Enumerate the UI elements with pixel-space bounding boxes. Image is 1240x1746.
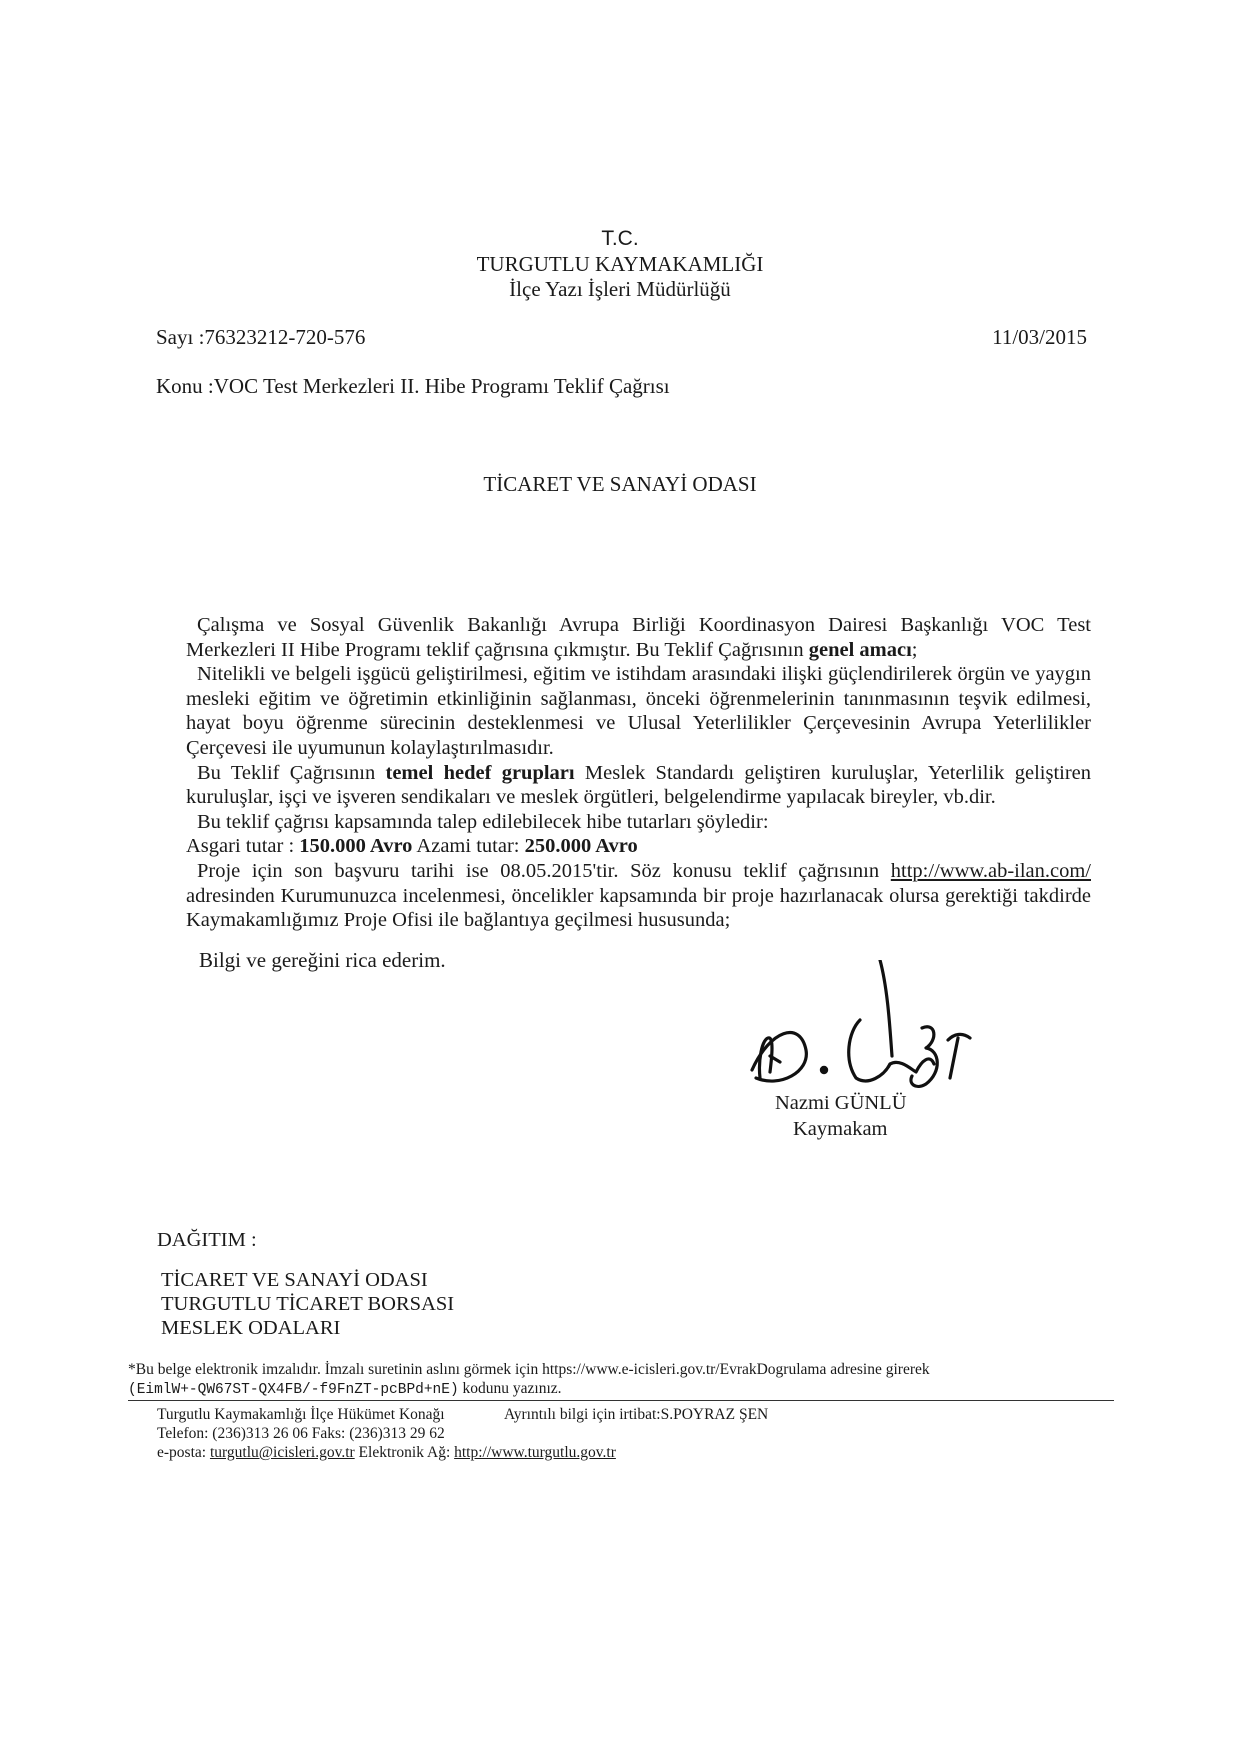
letter-body	[186, 613, 1091, 933]
paragraph-2: Nitelikli ve belgeli işgücü geliştirilmesi, eğitim ve istihdam arasındaki ilişki güçlendirilerek örgün ve yaygın mesleki eğitim ve öğretimin etkinliğinin sağlanması, önceki öğrenmelerinin tanınmasının teşvik edilmesi, hayat boyu öğrenme sürecinin desteklenmesi ve Ulusal Yeterlilikler Çerçevesinin Avrupa Yeterlilikler Çerçevesi ile uyumunun kolaylaştırılmasıdır.	[186, 663, 1091, 759]
asgari-amount: 150.000 Avro	[299, 835, 413, 858]
e-signature-note: *Bu belge elektronik imzalıdır. İmzalı suretinin aslını görmek için https://www.e-icisleri.gov.tr/EvrakDogrulama adresine girerek	[128, 1361, 930, 1378]
paragraph-1: Çalışma ve Sosyal Güvenlik Bakanlığı Avrupa Birliği Koordinasyon Dairesi Başkanlığı VOC Test Merkezleri II Hibe Programı teklif çağrısına çıkmıştır. Bu Teklif Çağrısının genel amacı;	[186, 614, 1091, 661]
footer-address: Turgutlu Kaymakamlığı İlçe Hükümet Konağı	[157, 1406, 445, 1423]
emphasis-genel-amaci: genel amacı	[808, 638, 912, 661]
distribution-item-1: TİCARET VE SANAYİ ODASI	[161, 1269, 428, 1291]
distribution-item-3: MESLEK ODALARI	[161, 1317, 341, 1339]
header-mudurluk: İlçe Yazı İşleri Müdürlüğü	[509, 277, 731, 301]
distribution-heading: DAĞITIM :	[157, 1229, 257, 1251]
footer-divider	[128, 1400, 1114, 1401]
signatory-title: Kaymakam	[793, 1118, 888, 1140]
emphasis-hedef-gruplari: temel hedef grupları	[385, 761, 575, 784]
konu-label: Konu	[156, 374, 203, 398]
distribution-item-2: TURGUTLU TİCARET BORSASI	[161, 1293, 455, 1315]
handwritten-signature	[740, 960, 1000, 1100]
sayi-value: :76323212-720-576	[193, 325, 366, 349]
subject-line	[156, 374, 670, 399]
konu-value: :VOC Test Merkezleri II. Hibe Programı Teklif Çağrısı	[202, 374, 670, 398]
paragraph-5: Proje için son başvuru tarihi ise 08.05.2015'tir. Söz konusu teklif çağrısının http://www.ab-ilan.com/ adresinden Kurumunuzca incelenmesi, öncelikler kapsamında bir proje hazırlanacak olursa gerektiği takdirde Kaymakamlığımız Proje Ofisi ile bağlantıya geçilmesi hususunda;	[186, 859, 1091, 932]
recipient: TİCARET VE SANAYİ ODASI	[483, 472, 757, 496]
sayi-label: Sayı	[156, 325, 194, 349]
footer-phone: Telefon: (236)313 26 06 Faks: (236)313 29 62	[157, 1425, 445, 1442]
header-kaymakamlik: TURGUTLU KAYMAKAMLIĞI	[476, 252, 764, 276]
document-date: 11/03/2015	[992, 325, 1087, 349]
email-link[interactable]: turgutlu@icisleri.gov.tr	[209, 1444, 355, 1461]
verification-code-line: (EimlW+-QW67ST-QX4FB/-f9FnZT-pcBPd+nE) kodunu yazınız.	[128, 1380, 562, 1398]
amounts-line: Asgari tutar : 150.000 Avro Azami tutar: 250.000 Avro	[186, 835, 638, 858]
verification-code: (EimlW+-QW67ST-QX4FB/-f9FnZT-pcBPd+nE)	[128, 1382, 459, 1398]
signatory-name: Nazmi GÜNLÜ	[775, 1092, 907, 1114]
website-link[interactable]: http://www.turgutlu.gov.tr	[454, 1444, 616, 1461]
document-number	[156, 325, 365, 350]
header-tc: T.C.	[601, 227, 639, 250]
footer-email-line: e-posta: turgutlu@icisleri.gov.tr Elektronik Ağ: http://www.turgutlu.gov.tr	[157, 1444, 616, 1461]
closing-line: Bilgi ve gereğini rica ederim.	[199, 948, 446, 972]
ab-ilan-link[interactable]: http://www.ab-ilan.com/	[890, 859, 1091, 882]
paragraph-4: Bu teklif çağrısı kapsamında talep edilebilecek hibe tutarları şöyledir:	[197, 810, 769, 833]
paragraph-3: Bu Teklif Çağrısının temel hedef grupları Meslek Standardı geliştiren kuruluşlar, Yeterlilik geliştiren kuruluşlar, işçi ve işveren sendikaları ve meslek örgütleri, belgelendirme yapılacak bireyler, vb.dir.	[186, 761, 1092, 809]
footer-contact-person: Ayrıntılı bilgi için irtibat:S.POYRAZ ŞEN	[504, 1406, 769, 1423]
azami-amount: 250.000 Avro	[524, 835, 638, 858]
